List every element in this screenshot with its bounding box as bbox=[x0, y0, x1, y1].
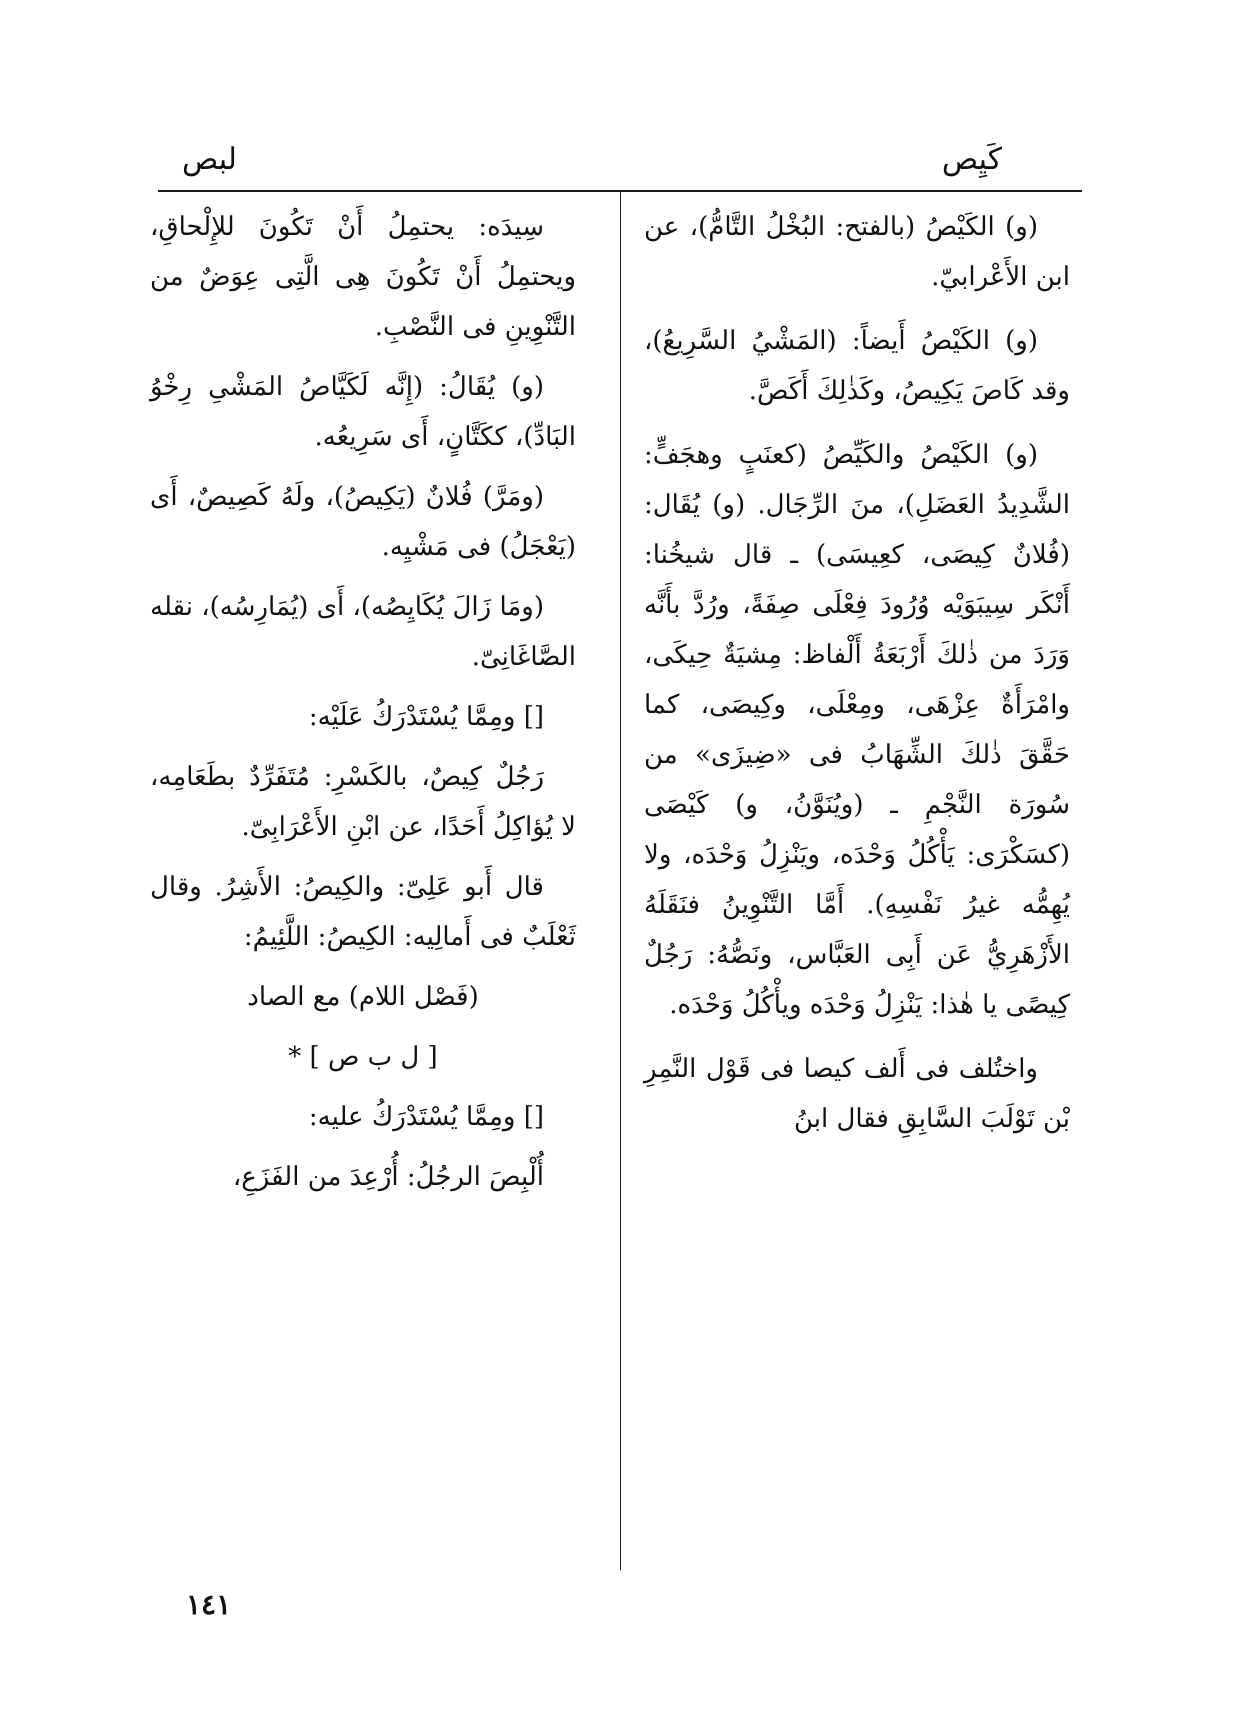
right-column bbox=[644, 202, 1070, 1158]
entry-paragraph: (و) الكَيْصُ والكَيِّصُ (كعنَبٍ وهجَفٍّ: الشَّدِيدُ العَضَلِ)، منَ الرِّجَال. (و) يُقَال: (فُلانٌ كِيصَى، كعِيسَى) ـ قال شيخُنا: أَنْكَر سِيبَوَيْه وُرُودَ فِعْلَى صِفَةً، ورُدَّ بأَنَّه وَرَدَ من ذٰلكَ أَرْبَعَةُ أَلْفاظ: مِشيَةٌ حِيكَى، وامْرَأَةٌ عِزْهَى، ومِعْلَى، وكِيصَى، كما حَقَّقَ ذٰلكَ الشِّهَابُ فى «ضِيزَى» من سُورَة النَّجْمِ ـ (ويُنَوَّنُ، و) كَيْصَى (كسَكْرَى: يَأْكُلُ وَحْدَه، ويَنْزِلُ وَحْدَه، ولا يُهِمُّه غيرُ نَفْسِهِ). أَمَّا التَّنْوِينُ فنَقَلَهُ الأَزْهَرِيُّ عَن أَبِى العَبَّاس، ونَصُّهُ: رَجُلٌ كِيصًى يا هٰذا: يَنْزِلُ وَحْدَه ويأْكُلُ وَحْدَه. bbox=[644, 440, 1070, 1020]
entry-paragraph: (ومَرَّ) فُلانٌ (يَكِيصُ)، ولَهُ كَصِيصٌ، أَى (يَعْجَلُ) فى مَشْيِه. bbox=[150, 482, 576, 562]
mustadrak-heading: [] ومِمَّا يُسْتَدْرَكُ عَلَيْه: bbox=[308, 702, 544, 732]
entry-paragraph: واختُلف فى أَلف كيصا فى قَوْل النَّمِرِ بْن تَوْلَبَ السَّابِقِ فقال ابنُ bbox=[644, 1054, 1070, 1134]
entry-paragraph: رَجُلٌ كِيصٌ، بالكَسْرِ: مُتَفَرِّدٌ بطَعَامِه، لا يُؤاكِلُ أَحَدًا، عن ابْنِ الأَعْرَابِىّ. bbox=[150, 762, 576, 842]
entry-paragraph: (و) يُقَالُ: (إِنَّه لَكَيَّاصُ المَشْىِ رِخْوُ البَادِّ)، ككَتَّانٍ، أَى سَرِيعُه. bbox=[150, 372, 576, 452]
entry-paragraph: (و) الكَيْصُ أَيضاً: (المَشْيُ السَّرِيعُ)، وقد كَاصَ يَكِيصُ، وكَذٰلِكَ أَكَصَّ. bbox=[644, 326, 1070, 406]
entry-paragraph: (ومَا زَالَ يُكَايِصُه)، أَى (يُمَارِسُه)، نقله الصَّاغَانِىّ. bbox=[150, 592, 576, 672]
section-title: (فَصْل اللام) مع الصاد bbox=[247, 982, 479, 1012]
header-entry-right: كَيِص bbox=[941, 142, 1002, 177]
left-column bbox=[150, 202, 576, 1212]
entry-paragraph: أُلْبِصَ الرجُلُ: أُرْعِدَ من الفَزَعِ، bbox=[232, 1162, 544, 1192]
mustadrak-heading: [] ومِمَّا يُسْتَدْرَكُ عليه: bbox=[308, 1102, 544, 1132]
header-entry-left: لبص bbox=[182, 142, 237, 177]
entry-paragraph: قال أَبو عَلِىّ: والكِيصُ: الأَشِرُ. وقال ثَعْلَبٌ فى أَمالِيه: الكِيصُ: اللَّئِيمُ: bbox=[150, 872, 576, 952]
entry-paragraph: سِيدَه: يحتمِلُ أَنْ تَكُونَ للإِلْحاقِ، ويحتمِلُ أَنْ تَكُونَ هِى الَّتِى عِوَضٌ من التَّنْوِينِ فى النَّصْبِ. bbox=[150, 212, 576, 342]
column-divider bbox=[620, 192, 621, 1570]
root-heading: [ ل ب ص ] * bbox=[288, 1042, 438, 1072]
page-number: ١٤١ bbox=[186, 1588, 232, 1621]
entry-paragraph: (و) الكَيْصُ (بالفتح: البُخْلُ التَّامُّ)، عن ابن الأَعْرابيّ. bbox=[644, 212, 1070, 292]
